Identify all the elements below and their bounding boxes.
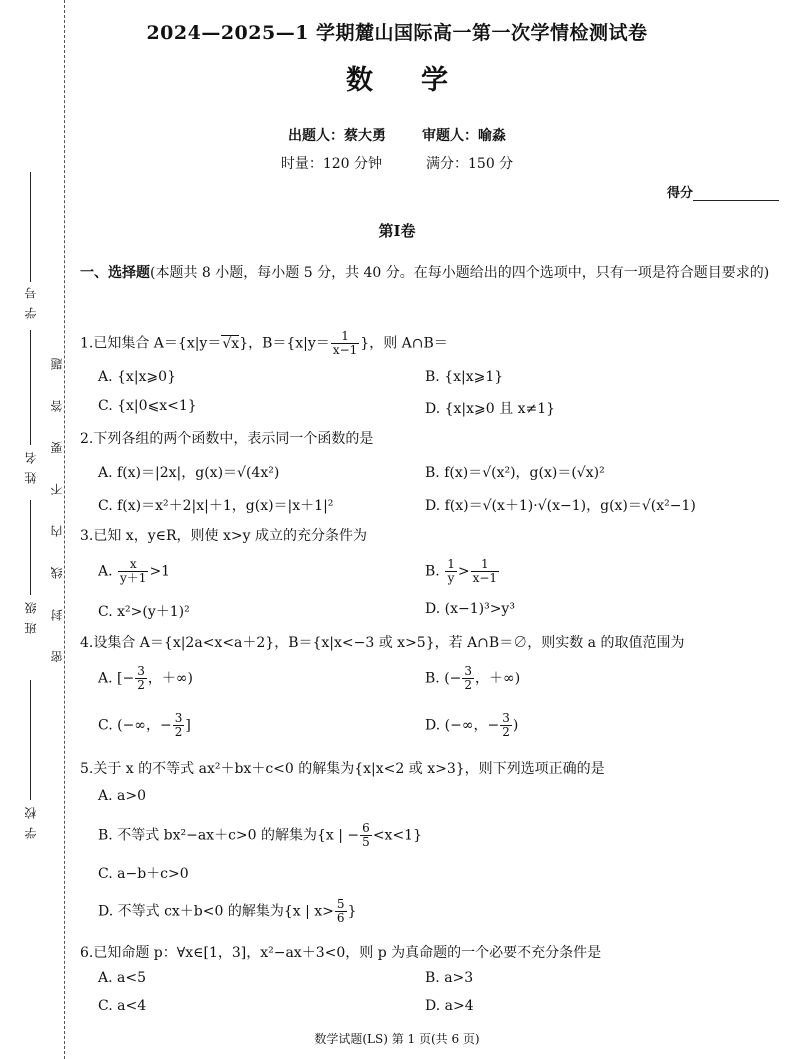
q5-option-c: C. a−b＋c>0 xyxy=(98,866,189,882)
number-label: 学 号 xyxy=(24,285,38,319)
question-4: 4.设集合 A＝{x|2a<x<a＋2}，B＝{x|x<−3 或 x>5}，若 A∩B＝∅，则实数 a 的取值范围为 xyxy=(80,635,685,651)
q6-option-b: B. a>3 xyxy=(425,970,474,986)
q2-option-d: D. f(x)＝√(x＋1)·√(x−1)，g(x)＝√(x²−1) xyxy=(425,498,696,514)
time-limit: 时量：120 分钟 xyxy=(280,156,382,172)
authors xyxy=(0,125,794,145)
time-info xyxy=(0,153,794,173)
q4-option-d: D. (−∞，− $\frac{3}{2}$ ) xyxy=(425,711,519,739)
setter: 出题人：蔡大勇 xyxy=(288,128,386,144)
q3-option-c: C. x²>(y＋1)² xyxy=(98,604,190,620)
question-2: 2.下列各组的两个函数中，表示同一个函数的是 xyxy=(80,431,374,447)
page-footer: 数学试题(LS) 第 1 页(共 6 页) xyxy=(314,1032,480,1046)
question-5: 5.关于 x 的不等式 ax²＋bx＋c<0 的解集为{x|x<2 或 x>3}，则下列选项正确的是 xyxy=(80,761,605,777)
question-6: 6.已知命题 p：∀x∈[1，3]，x²−ax＋3<0，则 p 为真命题的一个必要不充分条件是 xyxy=(80,945,602,961)
q2-option-a: A. f(x)＝|2x|，g(x)＝√(4x²) xyxy=(98,465,280,481)
full-score: 满分：150 分 xyxy=(426,156,514,172)
q4-option-b: B. (− $\frac{3}{2}$ ，＋∞) xyxy=(425,664,521,692)
exam-title: 2024—2025—1 学期麓山国际高一第一次学情检测试卷 xyxy=(146,22,648,44)
score-blank[interactable] xyxy=(693,186,779,201)
class-blank[interactable] xyxy=(30,500,31,595)
section-instruction: 一、选择题(本题共 8 小题，每小题 5 分，共 40 分。在每小题给出的四个选项中，只有一项是符合题目要求的) xyxy=(80,265,770,281)
q1-option-c: C. {x|0⩽x<1} xyxy=(98,398,197,414)
school-label: 学 校 xyxy=(24,805,38,839)
q4-option-a: A. [− $\frac{3}{2}$ ，＋∞) xyxy=(98,664,193,692)
q3-option-a: A. $\frac{x}{y+1}$ >1 xyxy=(98,557,171,585)
q3-option-d: D. (x−1)³>y³ xyxy=(425,601,515,617)
q1-option-d: D. {x|x⩾0 且 x≠1} xyxy=(425,401,556,417)
question-1: 1.已知集合 A＝{x|y＝√ x}，B＝{x|y＝ $\frac{1}{x-1}$ }，则 A∩B＝ xyxy=(80,330,785,357)
q2-option-b: B. f(x)＝√(x²)，g(x)＝(√x)² xyxy=(425,465,605,481)
class-label: 班 级 xyxy=(24,600,38,634)
q2-option-c: C. f(x)＝x²＋2|x|＋1，g(x)＝|x＋1|² xyxy=(98,498,334,514)
q1-option-a: A. {x|x⩾0} xyxy=(98,369,176,385)
subject-title: 数 学 xyxy=(346,65,448,96)
volume-title: 第Ⅰ卷 xyxy=(378,222,416,240)
q3-option-b: B. $\frac{1}{y}$ > $\frac{1}{x-1}$ xyxy=(425,557,498,585)
q1-option-b: B. {x|x⩾1} xyxy=(425,369,504,385)
name-blank[interactable] xyxy=(30,330,31,445)
name-label: 姓 名 xyxy=(24,450,38,484)
question-3: 3.已知 x，y∈R，则使 x>y 成立的充分条件为 xyxy=(80,528,367,544)
q5-option-d: D. 不等式 cx＋b<0 的解集为{x | x> $\frac{5}{6}$ } xyxy=(98,897,357,925)
q5-option-b: B. 不等式 bx²−ax＋c>0 的解集为{x | − $\frac{6}{5}$ <x<1} xyxy=(98,821,422,849)
score-box: 得分 xyxy=(667,182,779,201)
q6-option-d: D. a>4 xyxy=(425,998,474,1014)
q6-option-a: A. a<5 xyxy=(98,970,146,986)
school-blank[interactable] xyxy=(30,680,31,800)
q6-option-c: C. a<4 xyxy=(98,998,147,1014)
reviewer: 审题人：喻淼 xyxy=(422,128,506,144)
seal-notice: 密 封 线 内 不 要 答 题 xyxy=(50,345,64,663)
q5-option-a: A. a>0 xyxy=(98,788,146,804)
q4-option-c: C. (−∞，− $\frac{3}{2}$ ] xyxy=(98,711,191,739)
